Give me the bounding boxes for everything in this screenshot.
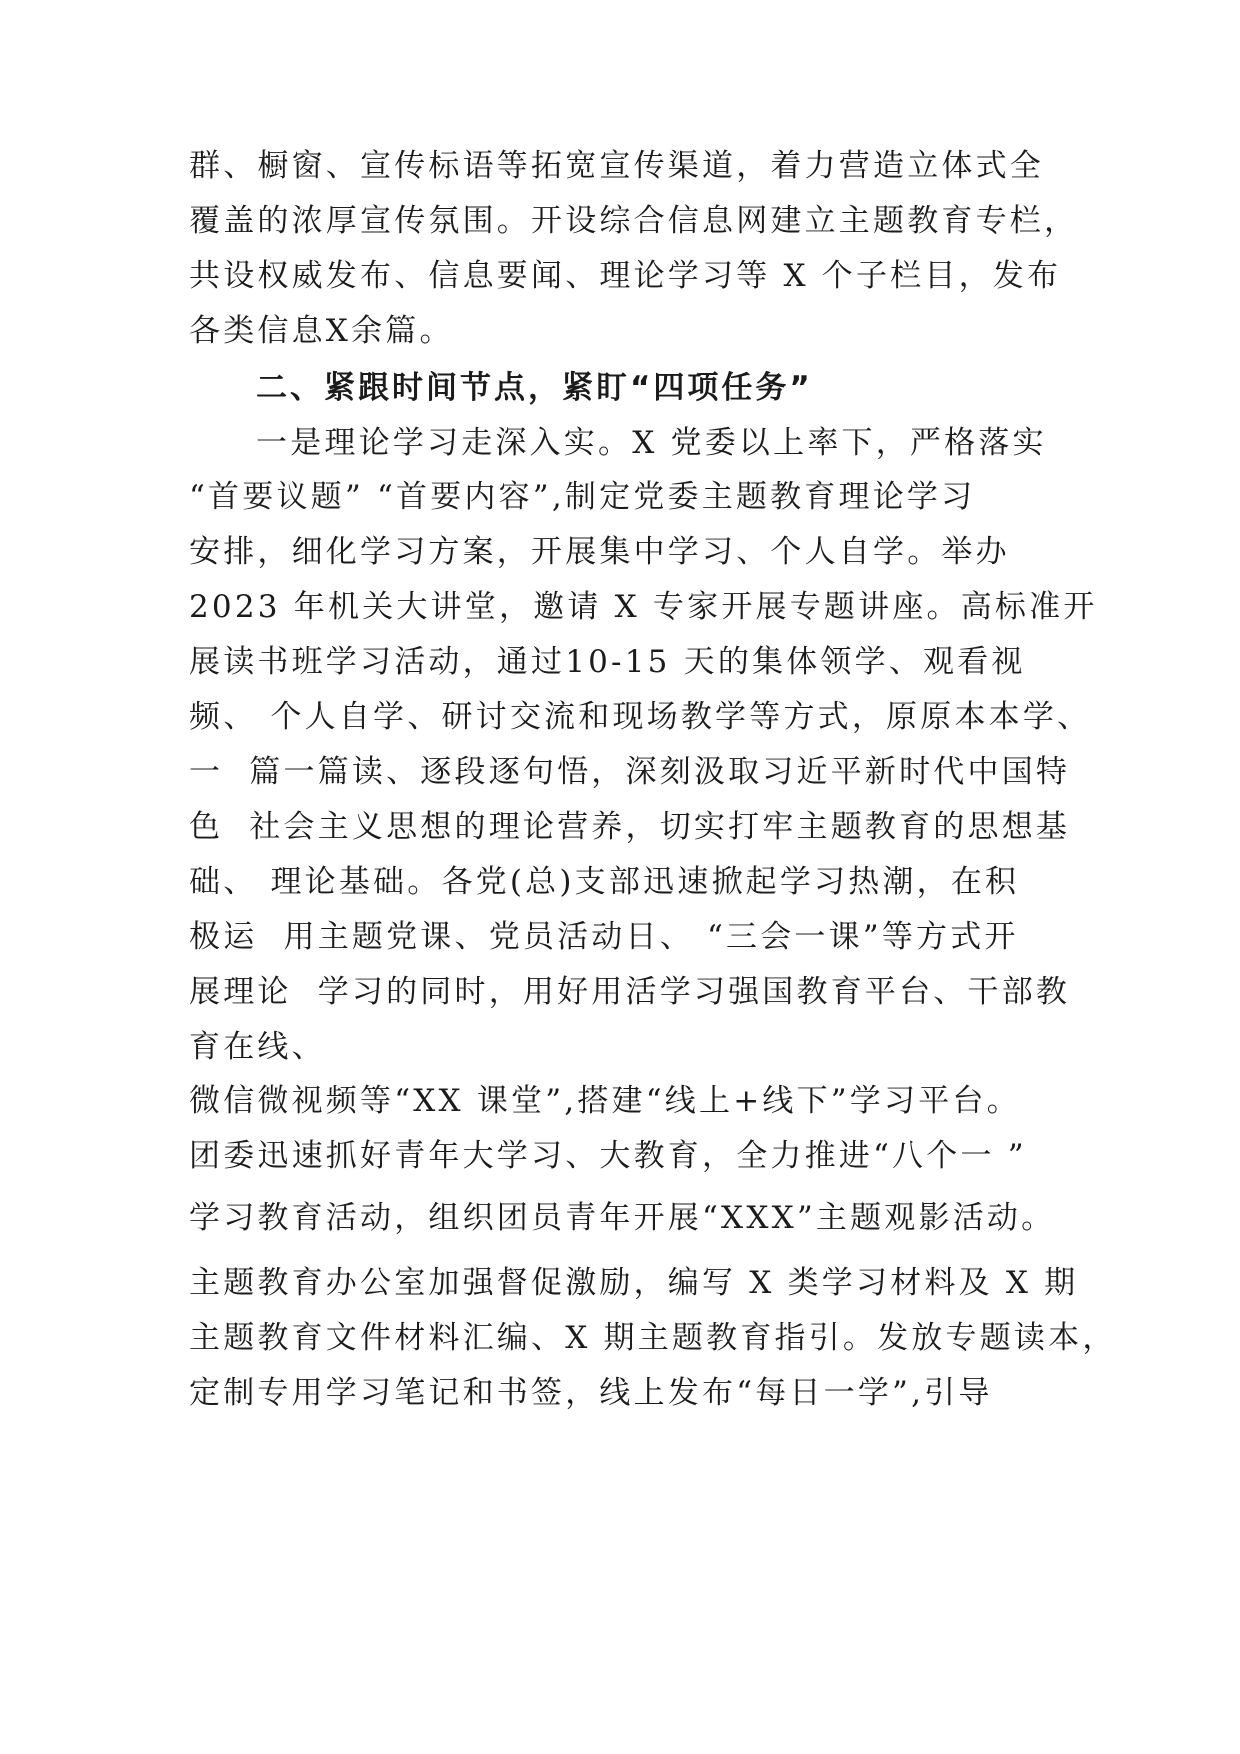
- text-line-21: 主题教育办公室加强督促激励，编写 X 类学习材料及 X 期: [189, 1265, 1079, 1301]
- text-line-7: “首要议题” “首要内容”,制定党委主题教育理论学习: [189, 479, 976, 515]
- text-line-9: 2023 年机关大讲堂，邀请 X 专家开展专题讲座。高标准开: [189, 589, 1098, 625]
- text-line-17: 育在线、: [189, 1029, 326, 1065]
- text-line-19: 团委迅速抓好青年大学习、大教育，全力推进“八个一 ”: [189, 1138, 1027, 1174]
- text-line-18: 微信微视频等“XX 课堂”,搭建“线上+线下”学习平台。: [189, 1083, 1021, 1119]
- text-line-8: 安排，细化学习方案，开展集中学习、个人自学。举办: [189, 534, 1010, 570]
- text-line-13: 色 社会主义思想的理论营养，切实打牢主题教育的思想基: [189, 809, 1071, 845]
- text-line-11: 频、 个人自学、研讨交流和现场教学等方式，原原本本学、: [189, 699, 1092, 735]
- section-heading: 二、紧跟时间节点，紧盯“四项任务”: [256, 370, 813, 406]
- text-line-20: 学习教育活动，组织团员青年开展“XXX”主题观影活动。: [189, 1200, 1056, 1236]
- text-line-1: 群、橱窗、宣传标语等拓宽宣传渠道，着力营造立体式全: [189, 148, 1044, 184]
- text-line-2: 覆盖的浓厚宣传氛围。开设综合信息网建立主题教育专栏，: [189, 203, 1079, 239]
- paragraph-start: 一是理论学习走深入实。X 党委以上率下，严格落实: [256, 425, 1047, 461]
- text-line-14: 础、 理论基础。各党(总)支部迅速掀起学习热潮，在积: [189, 864, 1020, 900]
- text-line-22: 主题教育文件材料汇编、X 期主题教育指引。发放专题读本，: [189, 1320, 1117, 1356]
- text-line-16: 展理论 学习的同时，用好用活学习强国教育平台、干部教: [189, 974, 1071, 1010]
- text-line-15: 极运 用主题党课、党员活动日、 “三会一课”等方式开: [189, 919, 1019, 955]
- text-line-10: 展读书班学习活动，通过10-15 天的集体领学、观看视: [189, 644, 1026, 680]
- text-line-12: 一 篇一篇读、逐段逐句悟，深刻汲取习近平新时代中国特: [189, 754, 1071, 790]
- text-line-23: 定制专用学习笔记和书签，线上发布“每日一学”,引导: [189, 1375, 993, 1411]
- text-line-4: 各类信息X余篇。: [189, 313, 454, 349]
- text-line-3: 共设权威发布、信息要闻、理论学习等 X 个子栏目，发布: [189, 258, 1062, 294]
